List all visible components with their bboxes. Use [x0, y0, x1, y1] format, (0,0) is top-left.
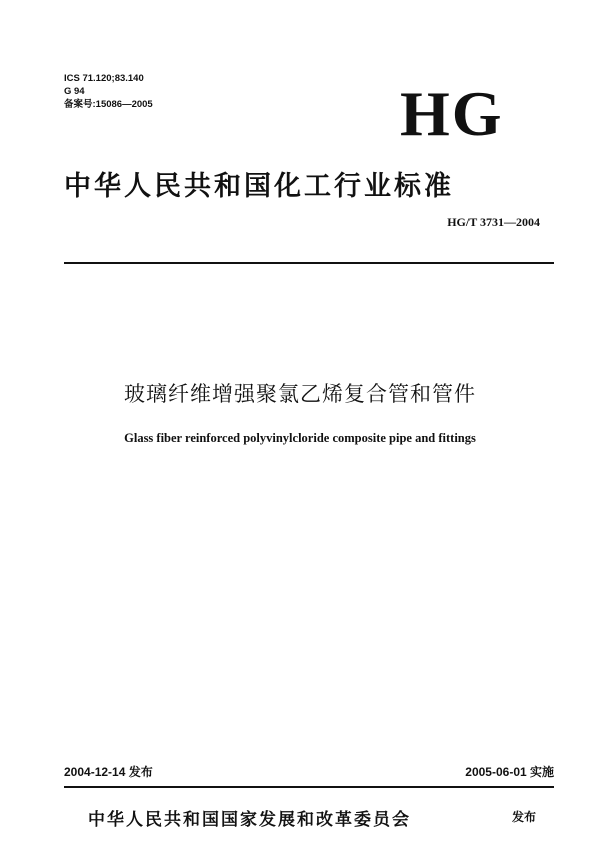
record-number: 备案号:15086—2005	[64, 99, 153, 110]
bottom-divider	[64, 786, 554, 788]
issuing-suffix: 发布	[512, 810, 537, 824]
document-title-english: Glass fiber reinforced polyvinylcloride composite pipe and fittings	[124, 431, 476, 445]
standard-category-title: 中华人民共和国化工行业标准	[64, 171, 454, 202]
ics-code: ICS 71.120;83.140	[64, 73, 144, 84]
standard-code: HG/T 3731—2004	[447, 215, 540, 229]
issue-date: 2004-12-14 发布	[64, 765, 153, 779]
hg-logo: HG	[400, 78, 504, 149]
implementation-date: 2005-06-01 实施	[465, 765, 554, 779]
issuing-authority: 中华人民共和国国家发展和改革委员会	[88, 810, 411, 830]
ccs-code: G 94	[64, 86, 85, 97]
document-title-chinese: 玻璃纤维增强聚氯乙烯复合管和管件	[124, 382, 476, 406]
classification-block	[64, 72, 153, 111]
top-divider	[64, 262, 554, 264]
